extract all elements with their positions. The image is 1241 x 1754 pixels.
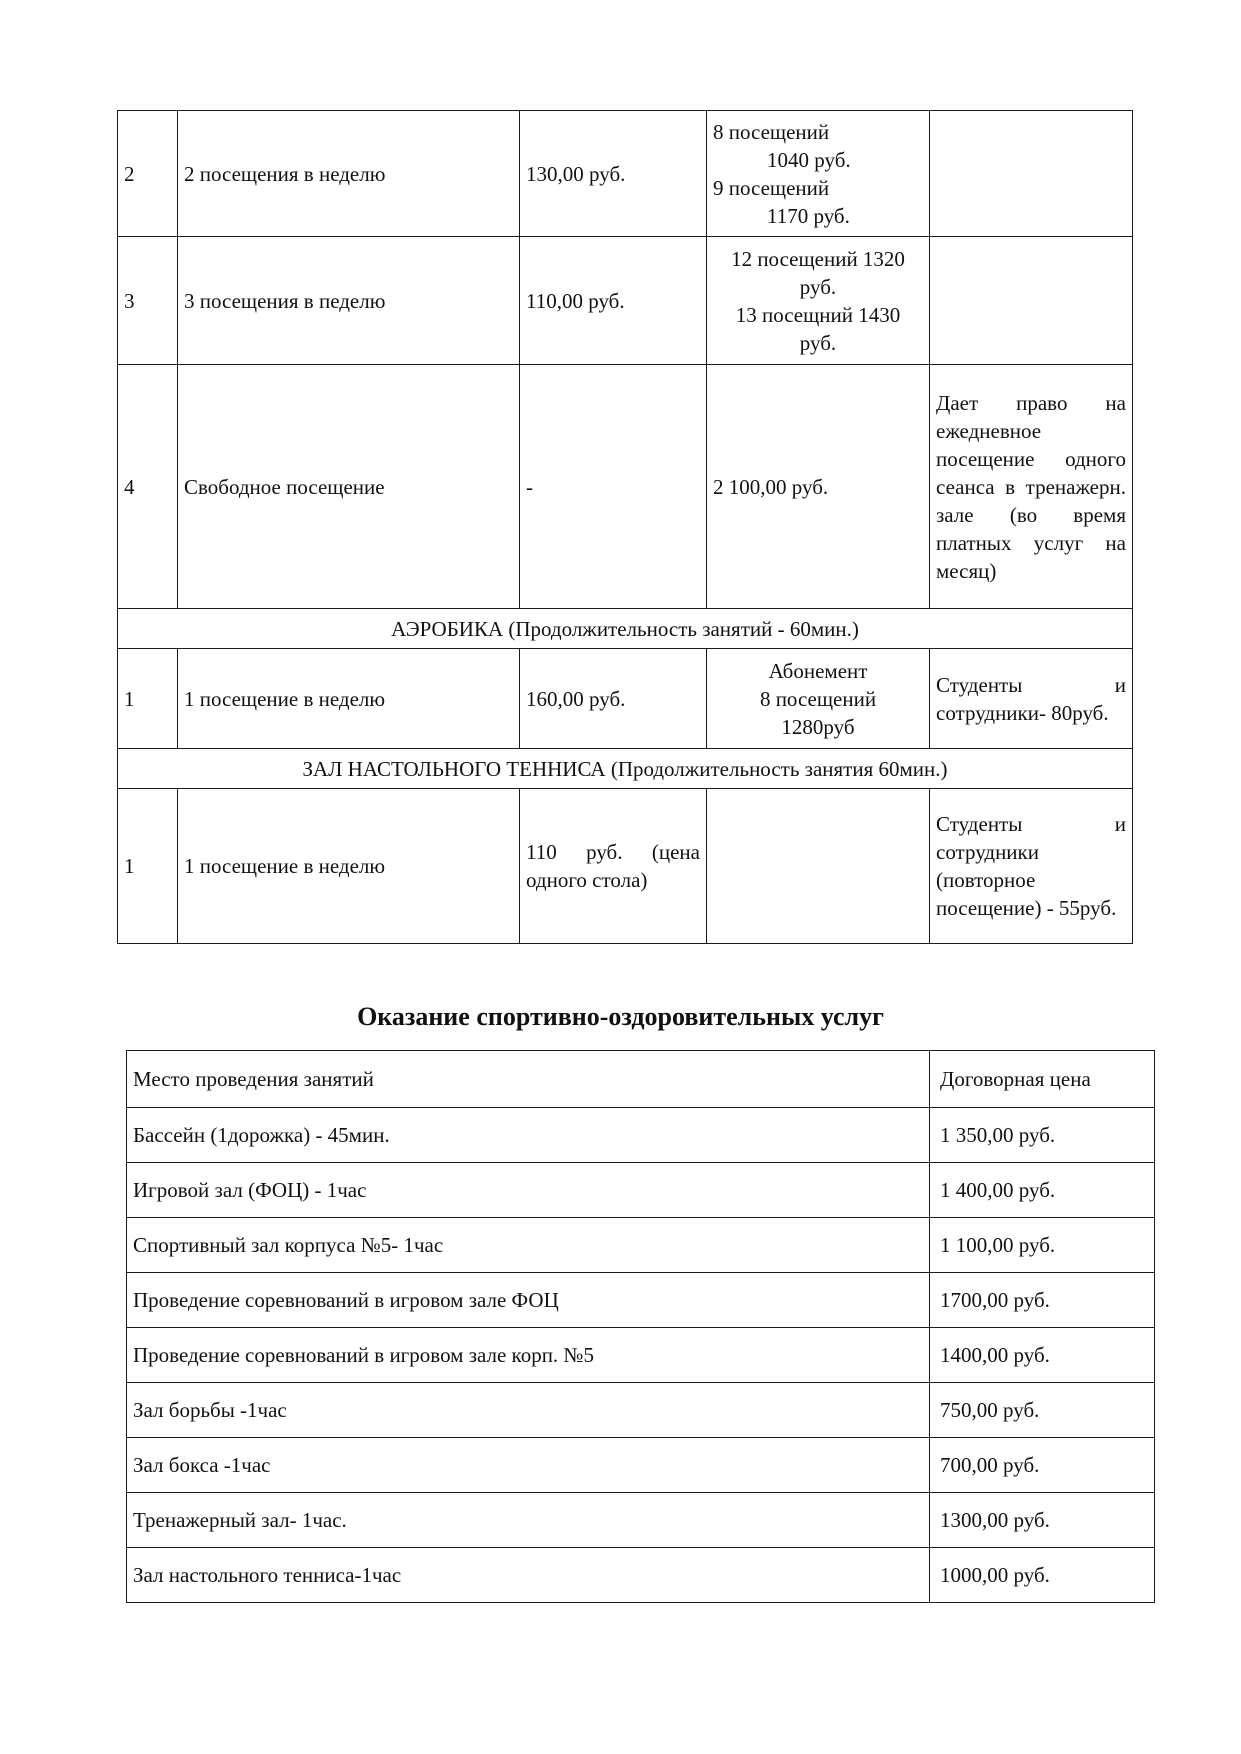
subscription-line: 12 посещений 1320: [731, 246, 905, 271]
section-heading: Оказание спортивно-оздоровительных услуг: [357, 1002, 884, 1031]
table-row: [127, 1108, 1155, 1163]
place-cell: Проведение соревнований в игровом зале ФОЦ: [127, 1273, 930, 1328]
sports-services-table: [126, 1050, 1155, 1603]
price-cell: 1 400,00 руб.: [930, 1163, 1155, 1218]
price-cell: 1000,00 руб.: [930, 1548, 1155, 1603]
service-price: 130,00 руб.: [520, 111, 707, 237]
note-cell: [930, 111, 1133, 237]
price-cell: 1700,00 руб.: [930, 1273, 1155, 1328]
place-cell: Бассейн (1дорожка) - 45мин.: [127, 1108, 930, 1163]
price-cell: 750,00 руб.: [930, 1383, 1155, 1438]
row-number: 1: [118, 649, 178, 749]
service-name: 1 посещение в неделю: [178, 649, 520, 749]
membership-price-table: [117, 110, 1133, 944]
subscription-line: Абонемент: [768, 658, 868, 683]
price-cell: 1 350,00 руб.: [930, 1108, 1155, 1163]
service-price: 110 руб. (цена одного стола): [520, 789, 707, 944]
price-cell: 1 100,00 руб.: [930, 1218, 1155, 1273]
note-cell: Студенты и сотрудники- 80руб.: [930, 649, 1133, 749]
subscription-line: 9 посещений: [713, 175, 830, 200]
table-row: [127, 1493, 1155, 1548]
price-cell: 700,00 руб.: [930, 1438, 1155, 1493]
column-header-place: Место проведения занятий: [127, 1051, 930, 1108]
table-row: [118, 365, 1133, 609]
table-row: [127, 1383, 1155, 1438]
row-number: 1: [118, 789, 178, 944]
section-row-aerobics: [118, 609, 1133, 649]
place-cell: Зал бокса -1час: [127, 1438, 930, 1493]
table-row: [127, 1548, 1155, 1603]
row-number: 4: [118, 365, 178, 609]
price-cell: 1300,00 руб.: [930, 1493, 1155, 1548]
subscription-line: 1170 руб.: [767, 203, 850, 228]
table-row: [127, 1438, 1155, 1493]
note-cell: Студенты и сотрудники (повторное посещение) - 55руб.: [930, 789, 1133, 944]
subscription-line: 13 посещний 1430: [735, 302, 901, 327]
service-price: -: [520, 365, 707, 609]
service-name: 1 посещение в неделю: [178, 789, 520, 944]
table-row: [118, 111, 1133, 237]
service-name: 3 посещения в педелю: [178, 237, 520, 365]
section-row-tennis: [118, 749, 1133, 789]
table-header-row: [127, 1051, 1155, 1108]
subscription-cell: [707, 649, 930, 749]
table-row: [118, 649, 1133, 749]
row-number: 3: [118, 237, 178, 365]
subscription-line: 8 посещений: [759, 686, 877, 711]
place-cell: Игровой зал (ФОЦ) - 1час: [127, 1163, 930, 1218]
subscription-line: руб.: [799, 330, 837, 355]
note-cell: [930, 237, 1133, 365]
note-cell: Дает право на ежедневное посещение одного сеанса в тренажерн. зале (во время платных услуг на месяц): [930, 365, 1133, 609]
section-title: ЗАЛ НАСТОЛЬНОГО ТЕННИСА (Продолжительность занятия 60мин.): [118, 749, 1133, 789]
subscription-line: 1040 руб.: [767, 147, 851, 172]
subscription-cell: [707, 111, 930, 237]
place-cell: Зал настольного тенниса-1час: [127, 1548, 930, 1603]
place-cell: Тренажерный зал- 1час.: [127, 1493, 930, 1548]
table-row: [118, 789, 1133, 944]
subscription-line: 8 посещений: [713, 119, 830, 144]
section-title: АЭРОБИКА (Продолжительность занятий - 60мин.): [118, 609, 1133, 649]
place-cell: Проведение соревнований в игровом зале корп. №5: [127, 1328, 930, 1383]
place-cell: Зал борьбы -1час: [127, 1383, 930, 1438]
table-row: [127, 1218, 1155, 1273]
table-row: [118, 237, 1133, 365]
place-cell: Спортивный зал корпуса №5- 1час: [127, 1218, 930, 1273]
price-cell: 1400,00 руб.: [930, 1328, 1155, 1383]
subscription-cell: [707, 237, 930, 365]
table-row: [127, 1163, 1155, 1218]
column-header-price: Договорная цена: [930, 1051, 1155, 1108]
service-price: 110,00 руб.: [520, 237, 707, 365]
service-name: Свободное посещение: [178, 365, 520, 609]
subscription-cell: [707, 789, 930, 944]
subscription-cell: 2 100,00 руб.: [707, 365, 930, 609]
table-row: [127, 1328, 1155, 1383]
table-row: [127, 1273, 1155, 1328]
subscription-line: руб.: [799, 274, 837, 299]
service-price: 160,00 руб.: [520, 649, 707, 749]
service-name: 2 посещения в неделю: [178, 111, 520, 237]
row-number: 2: [118, 111, 178, 237]
subscription-line: 1280руб: [781, 714, 855, 739]
